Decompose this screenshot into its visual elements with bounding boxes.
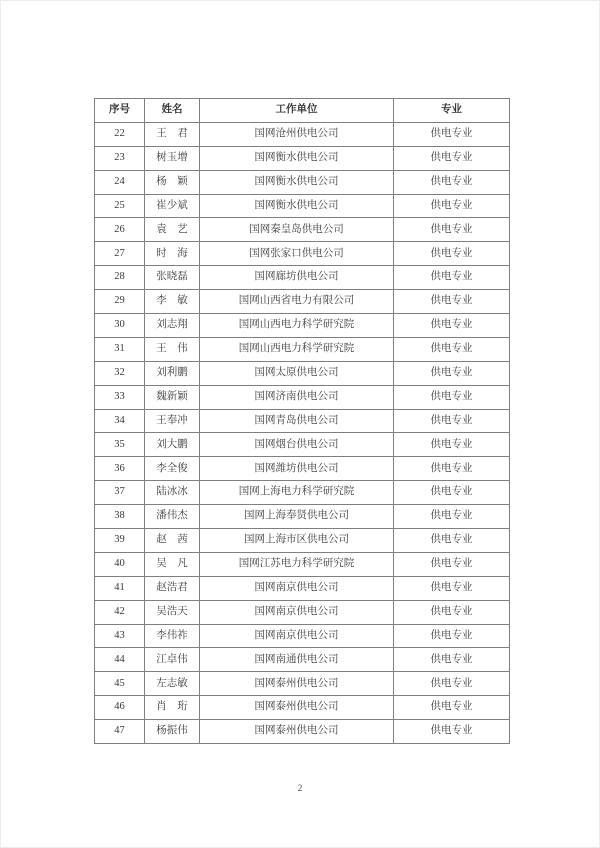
cell-organization: 国网廊坊供电公司	[200, 266, 394, 290]
cell-index: 34	[95, 409, 145, 433]
cell-index: 32	[95, 361, 145, 385]
cell-index: 41	[95, 576, 145, 600]
cell-specialty: 供电专业	[394, 672, 510, 696]
cell-specialty: 供电专业	[394, 266, 510, 290]
table-row	[95, 266, 510, 290]
cell-index: 27	[95, 242, 145, 266]
cell-specialty: 供电专业	[394, 385, 510, 409]
cell-name: 江卓伟	[145, 648, 200, 672]
cell-index: 31	[95, 337, 145, 361]
cell-index: 26	[95, 218, 145, 242]
cell-name: 袁 艺	[145, 218, 200, 242]
cell-name: 时 海	[145, 242, 200, 266]
table-row	[95, 529, 510, 553]
cell-index: 30	[95, 314, 145, 338]
cell-specialty: 供电专业	[394, 146, 510, 170]
cell-organization: 国网上海奉贤供电公司	[200, 505, 394, 529]
cell-specialty: 供电专业	[394, 624, 510, 648]
cell-name: 刘志翔	[145, 314, 200, 338]
page-number: 2	[297, 784, 303, 794]
cell-index: 35	[95, 433, 145, 457]
col-header-organization: 工作单位	[200, 99, 394, 123]
cell-specialty: 供电专业	[394, 552, 510, 576]
cell-organization: 国网泰州供电公司	[200, 672, 394, 696]
cell-name: 潘伟杰	[145, 505, 200, 529]
cell-specialty: 供电专业	[394, 576, 510, 600]
table-row	[95, 314, 510, 338]
col-header-index: 序号	[95, 99, 145, 123]
cell-organization: 国网南通供电公司	[200, 648, 394, 672]
cell-name: 张晓磊	[145, 266, 200, 290]
cell-organization: 国网上海电力科学研究院	[200, 481, 394, 505]
cell-name: 吴 凡	[145, 552, 200, 576]
cell-index: 22	[95, 122, 145, 146]
cell-name: 王 君	[145, 122, 200, 146]
table-row	[95, 672, 510, 696]
cell-index: 38	[95, 505, 145, 529]
cell-specialty: 供电专业	[394, 170, 510, 194]
cell-name: 王 伟	[145, 337, 200, 361]
table-row	[95, 242, 510, 266]
cell-specialty: 供电专业	[394, 529, 510, 553]
cell-name: 赵浩君	[145, 576, 200, 600]
table-row	[95, 457, 510, 481]
cell-organization: 国网衡水供电公司	[200, 194, 394, 218]
cell-name: 杨 颖	[145, 170, 200, 194]
cell-organization: 国网秦皇岛供电公司	[200, 218, 394, 242]
cell-index: 43	[95, 624, 145, 648]
cell-index: 44	[95, 648, 145, 672]
cell-organization: 国网山西电力科学研究院	[200, 337, 394, 361]
cell-index: 42	[95, 600, 145, 624]
cell-organization: 国网山西电力科学研究院	[200, 314, 394, 338]
cell-specialty: 供电专业	[394, 481, 510, 505]
cell-organization: 国网上海市区供电公司	[200, 529, 394, 553]
table-row	[95, 385, 510, 409]
cell-index: 28	[95, 266, 145, 290]
cell-index: 25	[95, 194, 145, 218]
cell-name: 杨振伟	[145, 720, 200, 744]
table-row	[95, 218, 510, 242]
cell-specialty: 供电专业	[394, 648, 510, 672]
cell-index: 46	[95, 696, 145, 720]
cell-name: 崔少斌	[145, 194, 200, 218]
cell-organization: 国网济南供电公司	[200, 385, 394, 409]
cell-organization: 国网山西省电力有限公司	[200, 290, 394, 314]
cell-index: 37	[95, 481, 145, 505]
table-row	[95, 194, 510, 218]
cell-index: 29	[95, 290, 145, 314]
cell-organization: 国网烟台供电公司	[200, 433, 394, 457]
cell-specialty: 供电专业	[394, 314, 510, 338]
cell-name: 刘利鹏	[145, 361, 200, 385]
cell-name: 肖 珩	[145, 696, 200, 720]
cell-specialty: 供电专业	[394, 122, 510, 146]
cell-specialty: 供电专业	[394, 194, 510, 218]
cell-index: 39	[95, 529, 145, 553]
table-row	[95, 696, 510, 720]
table-row	[95, 290, 510, 314]
cell-organization: 国网南京供电公司	[200, 624, 394, 648]
cell-name: 刘大鹏	[145, 433, 200, 457]
cell-specialty: 供电专业	[394, 433, 510, 457]
cell-specialty: 供电专业	[394, 457, 510, 481]
cell-index: 47	[95, 720, 145, 744]
table-row	[95, 552, 510, 576]
cell-specialty: 供电专业	[394, 218, 510, 242]
cell-name: 李全俊	[145, 457, 200, 481]
cell-specialty: 供电专业	[394, 290, 510, 314]
cell-index: 23	[95, 146, 145, 170]
cell-organization: 国网太原供电公司	[200, 361, 394, 385]
cell-organization: 国网沧州供电公司	[200, 122, 394, 146]
cell-index: 40	[95, 552, 145, 576]
cell-specialty: 供电专业	[394, 409, 510, 433]
cell-index: 45	[95, 672, 145, 696]
table-row	[95, 433, 510, 457]
cell-organization: 国网衡水供电公司	[200, 170, 394, 194]
cell-name: 魏新颖	[145, 385, 200, 409]
cell-specialty: 供电专业	[394, 696, 510, 720]
table-header-row	[95, 99, 510, 123]
table-row	[95, 648, 510, 672]
cell-organization: 国网泰州供电公司	[200, 696, 394, 720]
cell-organization: 国网潍坊供电公司	[200, 457, 394, 481]
cell-organization: 国网衡水供电公司	[200, 146, 394, 170]
col-header-name: 姓名	[145, 99, 200, 123]
cell-name: 王奉冲	[145, 409, 200, 433]
cell-name: 李伟祚	[145, 624, 200, 648]
table-row	[95, 337, 510, 361]
table-row	[95, 576, 510, 600]
table-row	[95, 409, 510, 433]
cell-organization: 国网泰州供电公司	[200, 720, 394, 744]
table-row	[95, 624, 510, 648]
cell-specialty: 供电专业	[394, 242, 510, 266]
table-row	[95, 146, 510, 170]
table-row	[95, 361, 510, 385]
table-row	[95, 600, 510, 624]
cell-organization: 国网张家口供电公司	[200, 242, 394, 266]
cell-specialty: 供电专业	[394, 505, 510, 529]
cell-name: 陆冰冰	[145, 481, 200, 505]
roster-table	[94, 98, 510, 744]
cell-name: 吴浩天	[145, 600, 200, 624]
table-body	[95, 122, 510, 743]
cell-organization: 国网江苏电力科学研究院	[200, 552, 394, 576]
cell-organization: 国网青岛供电公司	[200, 409, 394, 433]
table-row	[95, 122, 510, 146]
cell-index: 24	[95, 170, 145, 194]
cell-index: 36	[95, 457, 145, 481]
cell-name: 树玉增	[145, 146, 200, 170]
cell-name: 左志敏	[145, 672, 200, 696]
cell-name: 赵 茜	[145, 529, 200, 553]
table-row	[95, 170, 510, 194]
cell-specialty: 供电专业	[394, 337, 510, 361]
table-row	[95, 505, 510, 529]
col-header-specialty: 专业	[394, 99, 510, 123]
table-row	[95, 720, 510, 744]
table-row	[95, 481, 510, 505]
cell-specialty: 供电专业	[394, 720, 510, 744]
cell-specialty: 供电专业	[394, 361, 510, 385]
cell-name: 李 敏	[145, 290, 200, 314]
cell-organization: 国网南京供电公司	[200, 600, 394, 624]
cell-specialty: 供电专业	[394, 600, 510, 624]
cell-organization: 国网南京供电公司	[200, 576, 394, 600]
cell-index: 33	[95, 385, 145, 409]
